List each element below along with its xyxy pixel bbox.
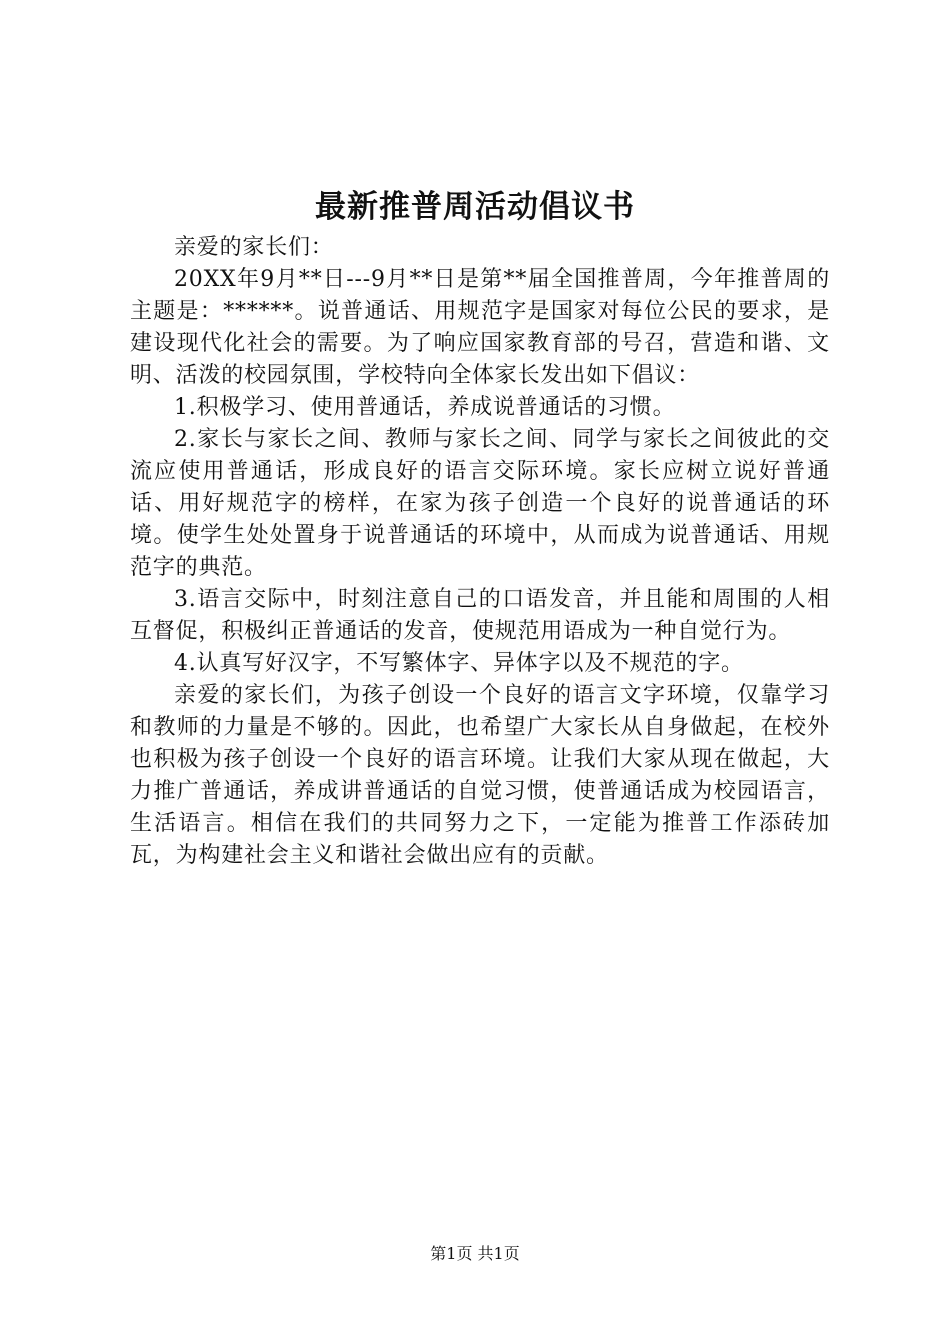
proposal-item-2: 2.家长与家长之间、教师与家长之间、同学与家长之间彼此的交流应使用普通话，形成良好的语言交际环境。家长应树立说好普通话、用好规范字的榜样，在家为孩子创造一个良好的说普通话的环境。使学生处处置身于说普通话的环境中，从而成为说普通话、用规范字的典范。	[130, 427, 830, 580]
page-footer: 第1页 共1页	[430, 1244, 520, 1263]
proposal-item-3: 3.语言交际中，时刻注意自己的口语发音，并且能和周围的人相互督促，积极纠正普通话的发音，使规范用语成为一种自觉行为。	[130, 587, 830, 644]
proposal-item-4: 4.认真写好汉字，不写繁体字、异体字以及不规范的字。	[174, 651, 744, 676]
intro-paragraph: 20XX年9月**日---9月**日是第**届全国推普周，今年推普周的主题是：******。说普通话、用规范字是国家对每位公民的要求，是建设现代化社会的需要。为了响应国家教育部的号召，营造和谐、文明、活泼的校园氛围，学校特向全体家长发出如下倡议：	[130, 267, 830, 388]
proposal-item-1: 1.积极学习、使用普通话，养成说普通话的习惯。	[174, 395, 676, 420]
closing-paragraph: 亲爱的家长们，为孩子创设一个良好的语言文字环境，仅靠学习和教师的力量是不够的。因此，也希望广大家长从自身做起，在校外也积极为孩子创设一个良好的语言环境。让我们大家从现在做起，大力推广普通话，养成讲普通话的自觉习惯，使普通话成为校园语言，生活语言。相信在我们的共同努力之下，一定能为推普工作添砖加瓦，为构建社会主义和谐社会做出应有的贡献。	[130, 683, 830, 868]
document-body	[130, 232, 830, 872]
document-title: 最新推普周活动倡议书	[315, 189, 635, 225]
salutation: 亲爱的家长们：	[174, 235, 334, 260]
